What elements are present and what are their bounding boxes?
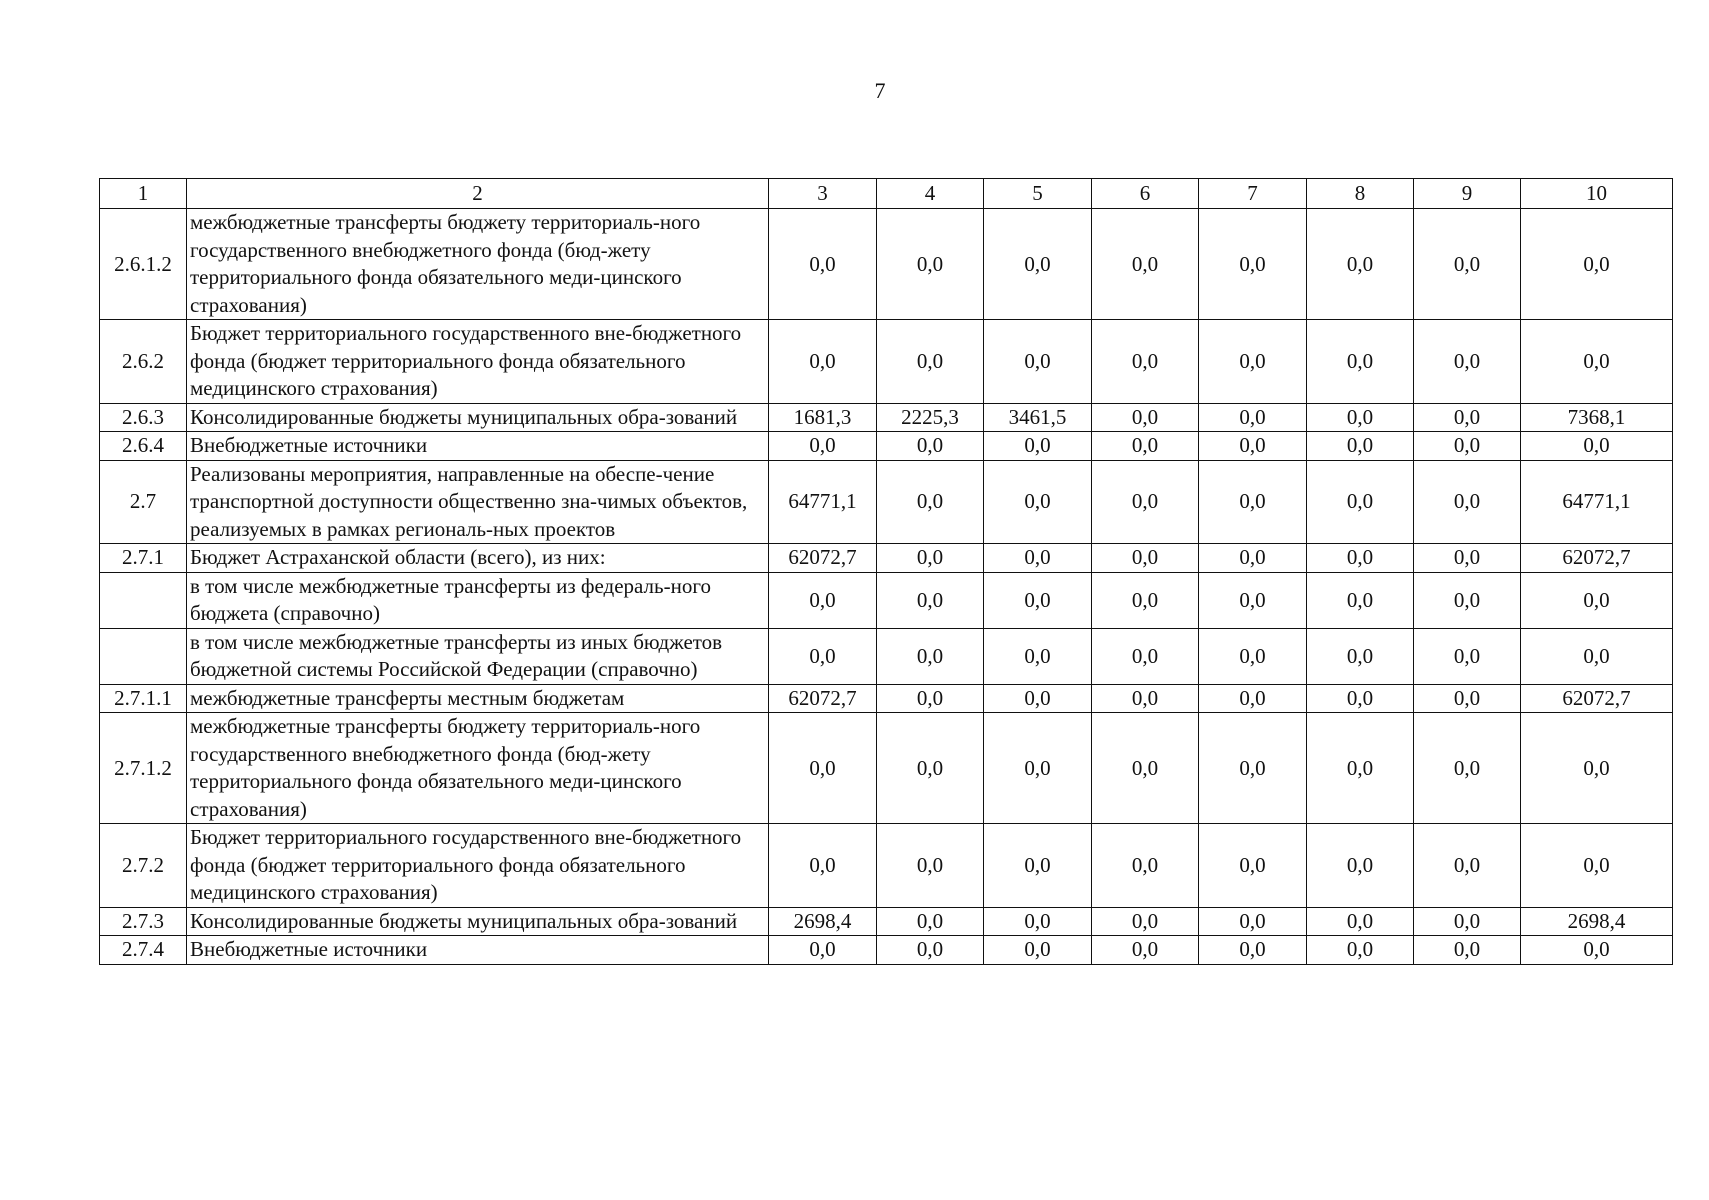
row-value: 0,0 [877,907,984,936]
row-value: 0,0 [877,628,984,684]
row-code: 2.7.3 [100,907,187,936]
row-code: 2.7 [100,460,187,544]
row-value: 0,0 [1307,460,1414,544]
row-value: 0,0 [1092,209,1199,320]
row-value: 0,0 [1307,432,1414,461]
budget-table [99,178,1673,965]
row-value: 0,0 [1521,320,1673,404]
row-value: 0,0 [1092,544,1199,573]
row-value: 0,0 [1092,320,1199,404]
row-description: в том числе межбюджетные трансферты из федераль-ного бюджета (справочно) [187,572,769,628]
row-value: 1681,3 [769,403,877,432]
row-value: 0,0 [1092,713,1199,824]
column-header: 6 [1092,179,1199,209]
row-value: 0,0 [1307,936,1414,965]
row-value: 0,0 [1521,432,1673,461]
row-description: Консолидированные бюджеты муниципальных обра-зований [187,403,769,432]
row-value: 0,0 [1414,432,1521,461]
row-value: 0,0 [1307,824,1414,908]
row-description: межбюджетные трансферты бюджету территориаль-ного государственного внебюджетного фонда (бюд-жету территориального фонда обязательного меди-цинского страхования) [187,209,769,320]
row-value: 64771,1 [769,460,877,544]
row-description: Бюджет территориального государственного вне-бюджетного фонда (бюджет территориального фонда обязательного медицинского страхования) [187,824,769,908]
row-value: 0,0 [1199,713,1307,824]
row-value: 0,0 [1414,628,1521,684]
table-row [100,824,1673,908]
column-header: 5 [984,179,1092,209]
row-code [100,628,187,684]
row-value: 0,0 [984,544,1092,573]
row-description: межбюджетные трансферты бюджету территориаль-ного государственного внебюджетного фонда (бюд-жету территориального фонда обязательного меди-цинского страхования) [187,713,769,824]
row-code: 2.7.2 [100,824,187,908]
row-value: 0,0 [1521,824,1673,908]
row-value: 7368,1 [1521,403,1673,432]
row-value: 0,0 [1199,209,1307,320]
row-value: 0,0 [877,936,984,965]
row-value: 0,0 [877,684,984,713]
table-row [100,907,1673,936]
column-header: 7 [1199,179,1307,209]
row-description: Консолидированные бюджеты муниципальных обра-зований [187,907,769,936]
row-value: 0,0 [984,320,1092,404]
row-value: 0,0 [1092,460,1199,544]
row-value: 0,0 [1199,572,1307,628]
row-value: 0,0 [769,209,877,320]
row-value: 0,0 [1199,320,1307,404]
table-row [100,403,1673,432]
row-value: 0,0 [877,320,984,404]
row-value: 0,0 [984,936,1092,965]
column-header: 10 [1521,179,1673,209]
header-row [100,179,1673,209]
row-value: 0,0 [877,460,984,544]
row-value: 0,0 [984,824,1092,908]
row-value: 0,0 [877,572,984,628]
row-value: 0,0 [1521,628,1673,684]
row-value: 0,0 [769,320,877,404]
row-code: 2.6.4 [100,432,187,461]
row-value: 0,0 [1414,209,1521,320]
row-value: 0,0 [769,572,877,628]
row-value: 0,0 [1414,907,1521,936]
column-header: 1 [100,179,187,209]
row-value: 0,0 [1199,824,1307,908]
row-value: 0,0 [1199,432,1307,461]
row-value: 0,0 [1199,907,1307,936]
row-value: 0,0 [1521,936,1673,965]
row-value: 0,0 [877,209,984,320]
table-body [100,209,1673,965]
row-value: 0,0 [1307,572,1414,628]
row-value: 2225,3 [877,403,984,432]
row-value: 0,0 [877,824,984,908]
table-row [100,713,1673,824]
row-code: 2.7.1.2 [100,713,187,824]
row-value: 0,0 [877,432,984,461]
row-value: 0,0 [1092,936,1199,965]
row-value: 0,0 [984,432,1092,461]
row-value: 3461,5 [984,403,1092,432]
row-code: 2.6.2 [100,320,187,404]
row-value: 0,0 [1414,460,1521,544]
row-code: 2.6.1.2 [100,209,187,320]
row-value: 0,0 [1307,320,1414,404]
row-value: 0,0 [1307,628,1414,684]
row-value: 0,0 [1414,320,1521,404]
row-value: 0,0 [984,628,1092,684]
row-value: 0,0 [1521,713,1673,824]
row-value: 0,0 [1307,209,1414,320]
row-value: 0,0 [1414,936,1521,965]
row-value: 0,0 [1199,684,1307,713]
row-value: 0,0 [769,824,877,908]
row-value: 0,0 [877,713,984,824]
row-value: 0,0 [1092,572,1199,628]
row-value: 0,0 [1414,403,1521,432]
table-header [100,179,1673,209]
row-value: 0,0 [1199,460,1307,544]
row-value: 62072,7 [1521,684,1673,713]
row-code: 2.7.1 [100,544,187,573]
row-code: 2.6.3 [100,403,187,432]
row-value: 0,0 [984,460,1092,544]
row-description: межбюджетные трансферты местным бюджетам [187,684,769,713]
row-value: 0,0 [984,209,1092,320]
row-value: 2698,4 [769,907,877,936]
row-value: 62072,7 [1521,544,1673,573]
row-description: Реализованы мероприятия, направленные на обеспе-чение транспортной доступности общественно зна-чимых объектов, реализуемых в рамках региональ-ных проектов [187,460,769,544]
row-description: Внебюджетные источники [187,432,769,461]
row-value: 62072,7 [769,684,877,713]
row-code: 2.7.1.1 [100,684,187,713]
row-value: 0,0 [1199,403,1307,432]
row-value: 0,0 [1092,628,1199,684]
row-code [100,572,187,628]
row-description: Бюджет территориального государственного вне-бюджетного фонда (бюджет территориального фонда обязательного медицинского страхования) [187,320,769,404]
row-value: 0,0 [1521,209,1673,320]
row-value: 0,0 [1092,907,1199,936]
column-header: 8 [1307,179,1414,209]
column-header: 4 [877,179,984,209]
row-value: 62072,7 [769,544,877,573]
row-description: в том числе межбюджетные трансферты из иных бюджетов бюджетной системы Российской Федерации (справочно) [187,628,769,684]
row-description: Внебюджетные источники [187,936,769,965]
row-value: 0,0 [1307,684,1414,713]
table-row [100,432,1673,461]
row-value: 0,0 [984,713,1092,824]
table-row [100,320,1673,404]
page-number: 7 [874,78,886,103]
row-value: 0,0 [769,628,877,684]
row-description: Бюджет Астраханской области (всего), из них: [187,544,769,573]
row-value: 64771,1 [1521,460,1673,544]
row-value: 0,0 [1092,432,1199,461]
row-value: 0,0 [984,572,1092,628]
row-value: 0,0 [1199,544,1307,573]
table-row [100,572,1673,628]
row-value: 0,0 [769,432,877,461]
table-row [100,209,1673,320]
row-value: 0,0 [1414,544,1521,573]
row-value: 0,0 [1092,684,1199,713]
row-value: 0,0 [1307,544,1414,573]
row-value: 0,0 [769,936,877,965]
table-row [100,628,1673,684]
row-value: 2698,4 [1521,907,1673,936]
row-value: 0,0 [1521,572,1673,628]
row-value: 0,0 [1414,572,1521,628]
table-row [100,544,1673,573]
column-header: 2 [187,179,769,209]
row-value: 0,0 [1092,403,1199,432]
table-row [100,460,1673,544]
row-value: 0,0 [1199,628,1307,684]
column-header: 9 [1414,179,1521,209]
row-code: 2.7.4 [100,936,187,965]
row-value: 0,0 [769,713,877,824]
row-value: 0,0 [877,544,984,573]
row-value: 0,0 [1414,824,1521,908]
row-value: 0,0 [1307,907,1414,936]
row-value: 0,0 [1092,824,1199,908]
row-value: 0,0 [1199,936,1307,965]
row-value: 0,0 [1307,403,1414,432]
table-row [100,684,1673,713]
table-row [100,936,1673,965]
column-header: 3 [769,179,877,209]
row-value: 0,0 [1307,713,1414,824]
row-value: 0,0 [1414,684,1521,713]
row-value: 0,0 [984,684,1092,713]
row-value: 0,0 [984,907,1092,936]
row-value: 0,0 [1414,713,1521,824]
